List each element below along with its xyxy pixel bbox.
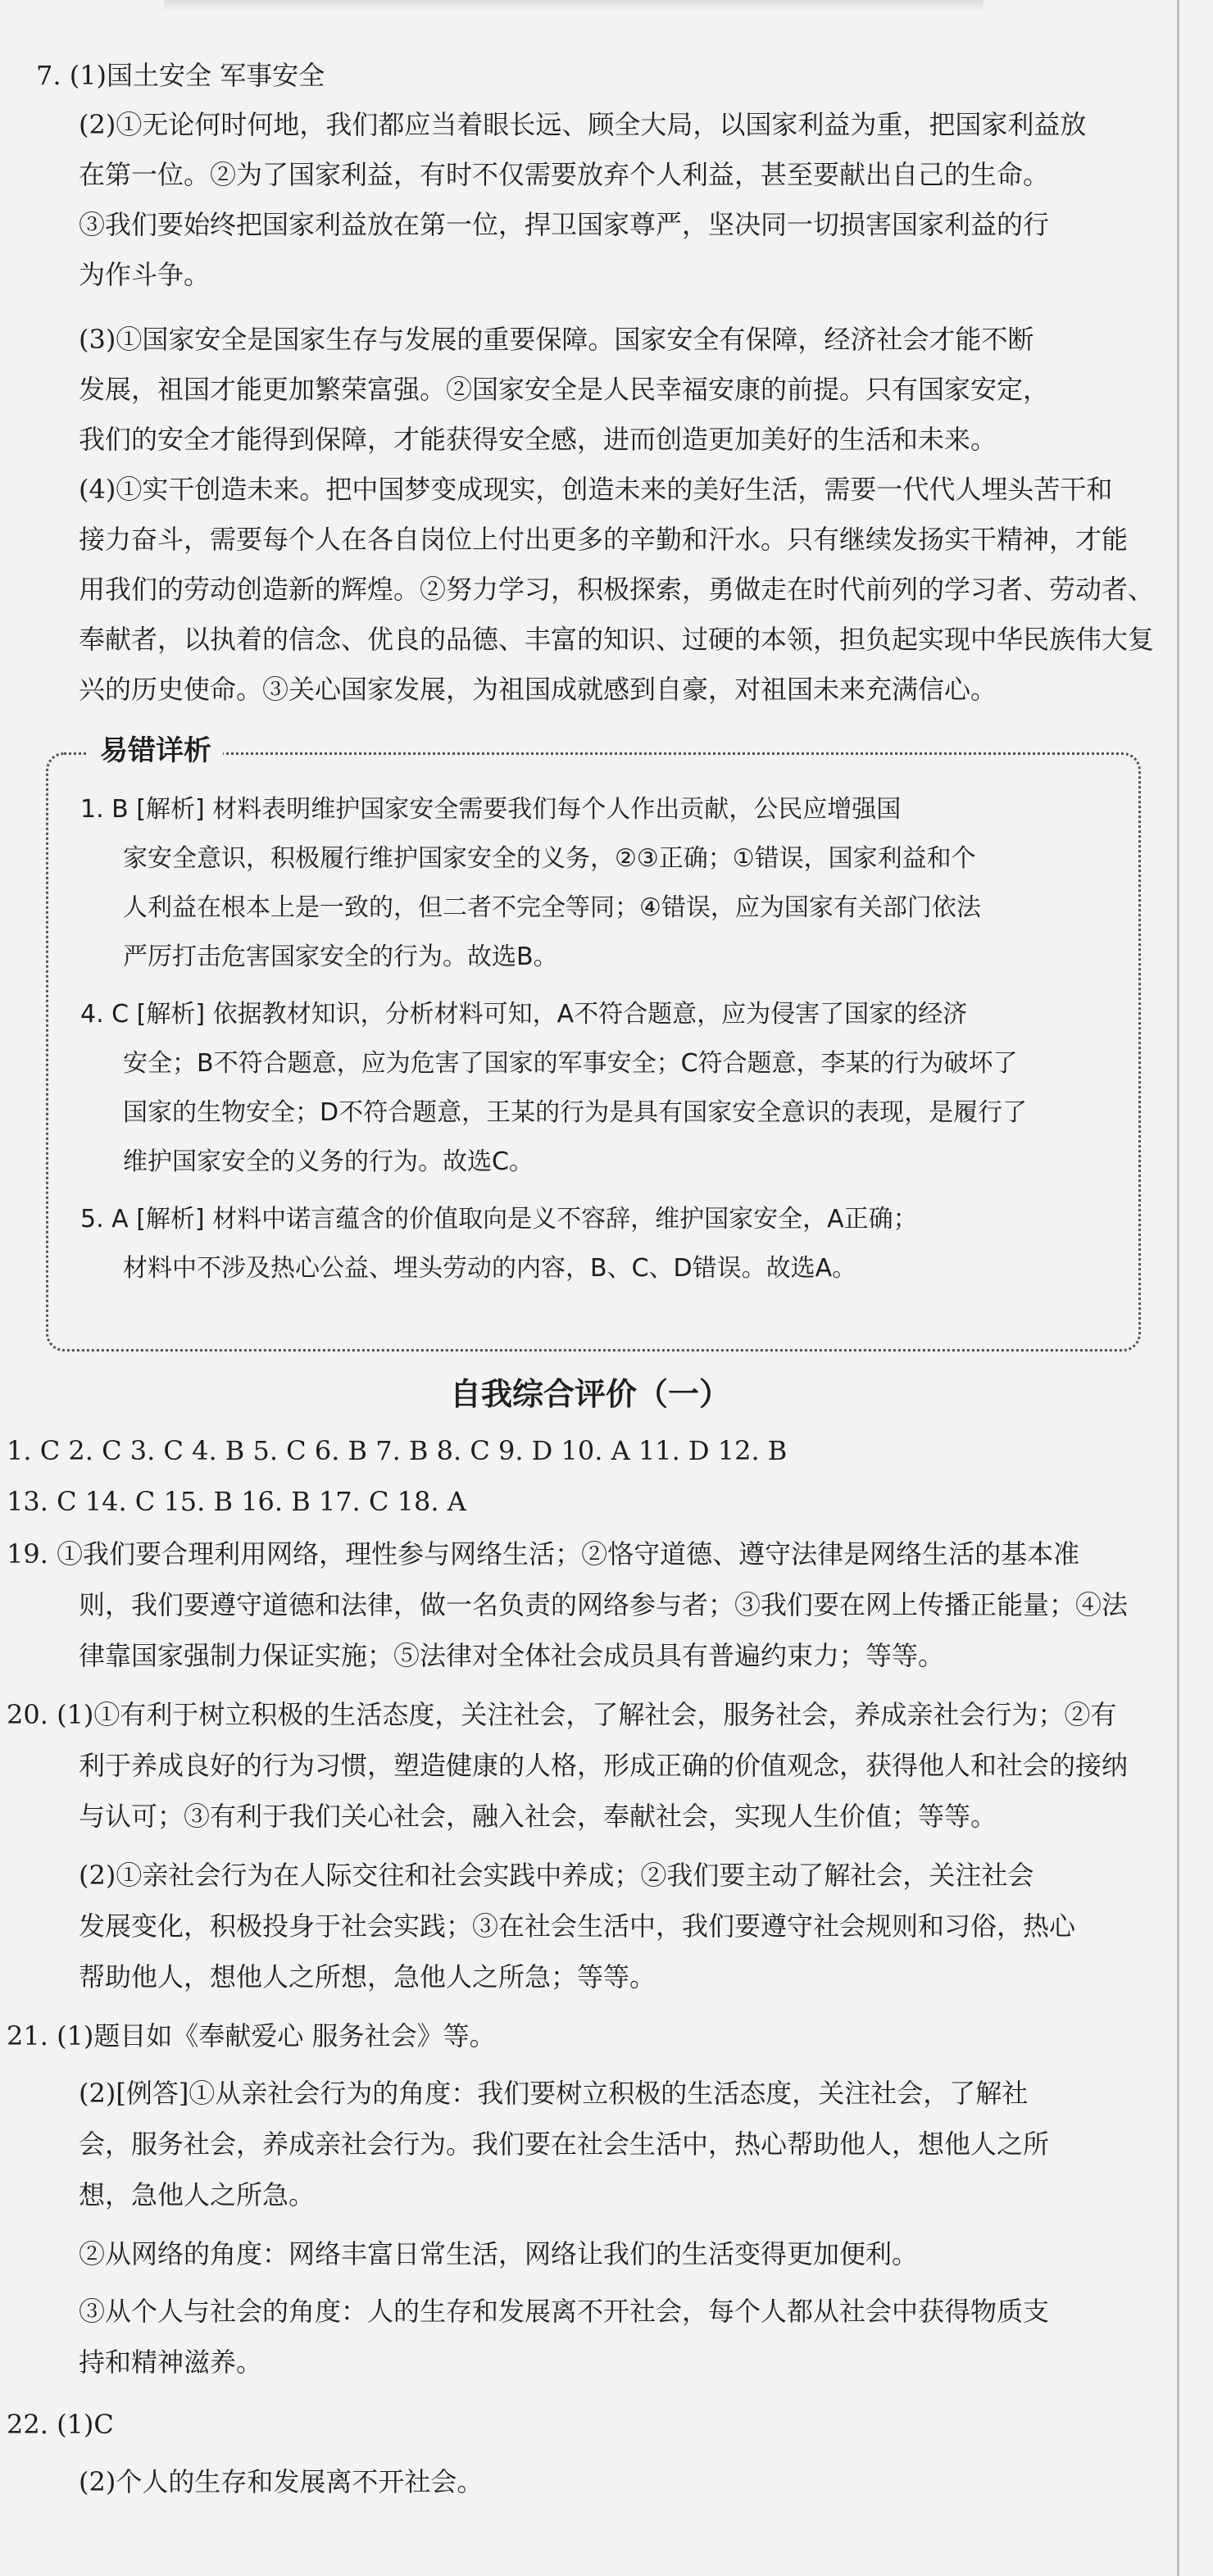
- q20-line-1: 20. (1)①有利于树立积极的生活态度，关注社会，了解社会，服务社会，养成亲社会行为；②有: [7, 1699, 1117, 1730]
- q7-line-10: 接力奋斗，需要每个人在各自岗位上付出更多的辛勤和汗水。只有继续发扬实干精神，才能: [79, 524, 1129, 555]
- q7-line-3: 在第一位。②为了国家利益，有时不仅需要放弃个人利益，甚至要献出自己的生命。: [79, 159, 1050, 190]
- q20-line-2: 利于养成良好的行为习惯，塑造健康的人格，形成正确的价值观念，获得他人和社会的接纳: [79, 1750, 1129, 1781]
- error-1-line-2: 家安全意识，积极履行维护国家安全的义务，②③正确；①错误，国家利益和个: [123, 844, 976, 873]
- q7-line-8: 我们的安全才能得到保障，才能获得安全感，进而创造更加美好的生活和未来。: [79, 424, 997, 455]
- page-top-shadow: [164, 0, 984, 11]
- q19-line-1: 19. ①我们要合理利用网络，理性参与网络生活；②恪守道德、遵守法律是网络生活的基本准: [7, 1538, 1080, 1570]
- answers-line-2: 13. C 14. C 15. B 16. B 17. C 18. A: [7, 1486, 466, 1517]
- q7-line-11: 用我们的劳动创造新的辉煌。②努力学习，积极探索，勇做走在时代前列的学习者、劳动者、: [79, 574, 1155, 605]
- error-4-line-3: 国家的生物安全；D不符合题意，王某的行为是具有国家安全意识的表现，是履行了: [123, 1098, 1028, 1127]
- page-binding-edge: [1177, 0, 1179, 2576]
- q20-line-5: 发展变化，积极投身于社会实践；③在社会生活中，我们要遵守社会规则和习俗，热心: [79, 1910, 1076, 1942]
- q21-line-1: 21. (1)题目如《奉献爱心 服务社会》等。: [7, 2020, 496, 2051]
- q20-line-3: 与认可；③有利于我们关心社会，融入社会，奉献社会，实现人生价值；等等。: [79, 1801, 997, 1832]
- q7-line-5: 为作斗争。: [79, 259, 211, 290]
- error-1-line-4: 严厉打击危害国家安全的行为。故选B。: [123, 943, 558, 971]
- q7-line-4: ③我们要始终把国家利益放在第一位，捍卫国家尊严，坚决同一切损害国家利益的行: [79, 209, 1050, 240]
- error-analysis-title: 易错详析: [89, 728, 223, 774]
- q21-line-4: 想，急他人之所急。: [79, 2179, 316, 2210]
- q21-line-2: (2)[例答]①从亲社会行为的角度：我们要树立积极的生活态度，关注社会，了解社: [79, 2078, 1029, 2109]
- q19-line-2: 则，我们要遵守道德和法律，做一名负责的网络参与者；③我们要在网上传播正能量；④法: [79, 1589, 1129, 1620]
- answers-line-1: 1. C 2. C 3. C 4. B 5. C 6. B 7. B 8. C 9. D 10. A 11. D 12. B: [7, 1435, 788, 1466]
- section-title: 自我综合评价（一）: [449, 1376, 730, 1412]
- q7-line-7: 发展，祖国才能更加繁荣富强。②国家安全是人民幸福安康的前提。只有国家安定，: [79, 374, 1050, 405]
- q20-line-6: 帮助他人，想他人之所想，急他人之所急；等等。: [79, 1961, 656, 1992]
- error-5-line-1: 5. A [解析] 材料中诺言蕴含的价值取向是义不容辞，维护国家安全，A正确；: [80, 1205, 918, 1233]
- error-1-line-1: 1. B [解析] 材料表明维护国家安全需要我们每个人作出贡献，公民应增强国: [80, 795, 902, 824]
- q22-line-1: 22. (1)C: [7, 2409, 114, 2440]
- q7-line-2: (2)①无论何时何地，我们都应当着眼长远、顾全大局，以国家利益为重，把国家利益放: [79, 109, 1087, 140]
- q21-line-7: 持和精神滋养。: [79, 2347, 263, 2378]
- q19-line-3: 律靠国家强制力保证实施；⑤法律对全体社会成员具有普遍约束力；等等。: [79, 1640, 945, 1671]
- error-4-line-4: 维护国家安全的义务的行为。故选C。: [123, 1147, 534, 1176]
- q7-line-13: 兴的历史使命。③关心国家发展，为祖国成就感到自豪，对祖国未来充满信心。: [79, 674, 997, 705]
- error-1-line-3: 人利益在根本上是一致的，但二者不完全等同；④错误，应为国家有关部门依法: [123, 893, 981, 922]
- q22-line-2: (2)个人的生存和发展离不开社会。: [79, 2466, 484, 2497]
- error-5-line-2: 材料中不涉及热心公益、埋头劳动的内容，B、C、D错误。故选A。: [123, 1254, 857, 1283]
- q7-line-1: 7. (1)国土安全 军事安全: [36, 60, 325, 91]
- q21-line-6: ③从个人与社会的角度：人的生存和发展离不开社会，每个人都从社会中获得物质支: [79, 2296, 1050, 2327]
- error-4-line-2: 安全；B不符合题意，应为危害了国家的军事安全；C符合题意，李某的行为破坏了: [123, 1049, 1018, 1078]
- q20-line-4: (2)①亲社会行为在人际交往和社会实践中养成；②我们要主动了解社会，关注社会: [79, 1860, 1034, 1891]
- q7-line-6: (3)①国家安全是国家生存与发展的重要保障。国家安全有保障，经济社会才能不断: [79, 324, 1034, 355]
- error-4-line-1: 4. C [解析] 依据教材知识，分析材料可知，A不符合题意，应为侵害了国家的经济: [80, 1000, 968, 1029]
- q21-line-3: 会，服务社会，养成亲社会行为。我们要在社会生活中，热心帮助他人，想他人之所: [79, 2128, 1050, 2160]
- q7-line-9: (4)①实干创造未来。把中国梦变成现实，创造未来的美好生活，需要一代代人埋头苦干和: [79, 474, 1113, 505]
- q7-line-12: 奉献者，以执着的信念、优良的品德、丰富的知识、过硬的本领，担负起实现中华民族伟大复: [79, 624, 1155, 655]
- q21-line-5: ②从网络的角度：网络丰富日常生活，网络让我们的生活变得更加便利。: [79, 2238, 919, 2269]
